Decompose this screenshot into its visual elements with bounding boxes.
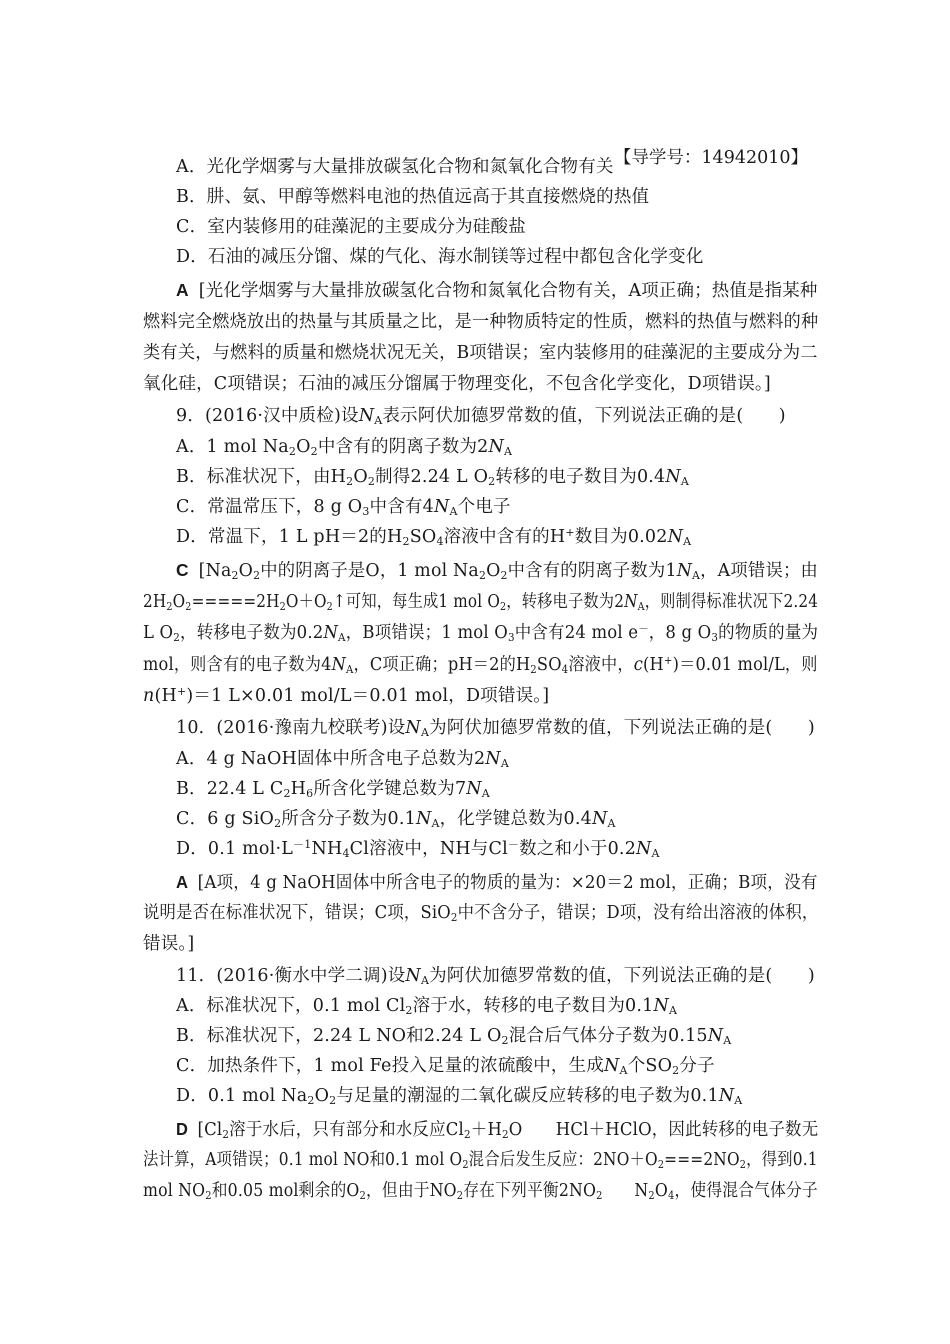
q9-explanation-line: $2H_2O_2=====2H_2O+O_2↑$可知，每生成1 mol $O_2$，转移电子数为$2N_A$，则制得标准状况下2.24 bbox=[143, 592, 819, 613]
q11-explanation-line: 法计算，A项错误；0.1 mol NO和0.1 mol $O_2$混合后发生反应：$2NO+O_2===2NO_2$，得到0.1 bbox=[143, 1150, 818, 1171]
q11-explanation-line: mol $NO_2$和0.05 mol剩余的$O_2$，但由于$NO_2$存在下列平衡$2NO_2$ $N_2O_4$，使得混合气体分子 bbox=[143, 1181, 818, 1202]
q10-stem: 10．(2016·豫南九校联考)设$N_A$为阿伏加德罗常数的值，下列说法正确的是( ) bbox=[176, 718, 815, 739]
q11-option-c: C．加热条件下，1 mol Fe投入足量的浓硫酸中，生成$N_A$个$SO_2$分子 bbox=[176, 1056, 715, 1077]
q11-option-d: D．0.1 mol $Na_2O_2$与足量的潮湿的二氧化碳反应转移的电子数为$0.1N_A$ bbox=[176, 1086, 743, 1107]
q9-option-b: B．标准状况下，由$H_2O_2$制得2.24 L $O_2$转移的电子数目为$0.4N_A$ bbox=[176, 467, 690, 488]
q10-option-d: D．0.1 $mol\cdot L^{-1}NH_4Cl$溶液中，NH与Cl－数之和小于$0.2N_A$ bbox=[176, 838, 660, 860]
q10-option-c: C．6 g SiO$_2$所含分子数为$0.1N_A$，化学键总数为$0.4N_A$ bbox=[176, 809, 616, 830]
q10-explanation-line: 错误。] bbox=[143, 934, 195, 954]
q9-option-a: A．1 mol $Na_2O_2$中含有的阴离子数为$2N_A$ bbox=[176, 437, 513, 458]
q8-option-c: C．室内装修用的硅藻泥的主要成分为硅酸盐 bbox=[176, 217, 526, 237]
q9-answer-line: C [$Na_2O_2$中的阴离子是O，1 mol $Na_2O_2$中含有的阴离子数为$1N_A$，A项错误；由 bbox=[176, 560, 819, 582]
q8-explanation-line: 类有关，与燃料的质量和燃烧状况无关，B项错误；室内装修用的硅藻泥的主要成分为二 bbox=[143, 343, 818, 363]
answer-letter: D bbox=[176, 1119, 189, 1139]
q10-option-b: B．22.4 L $C_2H_6$所含化学键总数为$7N_A$ bbox=[176, 779, 490, 800]
q8-option-b: B．肼、氨、甲醇等燃料电池的热值远高于其直接燃烧的热值 bbox=[176, 187, 650, 207]
answer-letter: C bbox=[176, 560, 189, 580]
q9-explanation-line: mol，则含有的电子数为$4N_A$，C项正确；pH＝2的$H_2SO_4$溶液中，c(H+)＝0.01 mol/L，则 bbox=[143, 654, 818, 676]
q11-answer-line: D [$Cl_2$溶于水后，只有部分和水反应$Cl_2+H_2O$ HCl＋HClO，因此转移的电子数无 bbox=[176, 1119, 819, 1141]
q9-option-c: C．常温常压下，8 g $O_3$中含有$4N_A$个电子 bbox=[176, 497, 511, 518]
q8-explanation-line: 燃料完全燃烧放出的热量与其质量之比，是一种物质特定的性质，燃料的热值与燃料的种 bbox=[143, 312, 819, 332]
q9-option-d: D．常温下，1 L pH＝2的$H_2SO_4$溶液中含有的H+数目为$0.02N_A$ bbox=[176, 526, 692, 548]
q10-option-a: A．4 g NaOH固体中所含电子总数为$2N_A$ bbox=[176, 749, 509, 770]
q8-option-d: D．石油的减压分馏、煤的气化、海水制镁等过程中都包含化学变化 bbox=[176, 247, 704, 267]
answer-letter: A bbox=[176, 872, 189, 892]
q11-option-a: A．标准状况下，0.1 mol $Cl_2$溶于水，转移的电子数目为$0.1N_A$ bbox=[176, 996, 678, 1017]
answer-letter: A bbox=[176, 280, 189, 300]
q11-option-b: B．标准状况下，2.24 L NO和2.24 L $O_2$混合后气体分子数为$0.15N_A$ bbox=[176, 1026, 732, 1047]
q8-option-a: A．光化学烟雾与大量排放碳氢化合物和氮氧化合物有关 bbox=[176, 157, 614, 177]
q10-answer-line: A [A项，4 g NaOH固体中所含电子的物质的量为：×20＝2 mol，正确；B项，没有 bbox=[176, 872, 818, 893]
q8-answer-line: A [光化学烟雾与大量排放碳氢化合物和氮氧化合物有关，A项正确；热值是指某种 bbox=[176, 280, 818, 301]
q11-stem: 11．(2016·衡水中学二调)设$N_A$为阿伏加德罗常数的值，下列说法正确的是( ) bbox=[176, 966, 815, 987]
q9-explanation-line: L $O_2$，转移电子数为$0.2N_A$，B项错误；1 mol $O_3$中含有24 mol e－，8 g $O_3$的物质的量为 bbox=[143, 622, 819, 644]
q10-explanation-line: 说明是否在标准状况下，错误；C项，SiO$_2$中不含分子，错误；D项，没有给出溶液的体积， bbox=[143, 903, 819, 924]
guide-number: 【导学号：14942010】 bbox=[613, 148, 808, 168]
q8-explanation-line: 氧化硅，C项错误；石油的减压分馏属于物理变化，不包含化学变化，D项错误。] bbox=[143, 374, 771, 394]
q9-stem: 9．(2016·汉中质检)设$N_A$表示阿伏加德罗常数的值，下列说法正确的是( ) bbox=[176, 406, 786, 427]
q9-explanation-line: n(H+)＝1 L×0.01 mol/L＝0.01 mol，D项错误。] bbox=[143, 685, 550, 706]
